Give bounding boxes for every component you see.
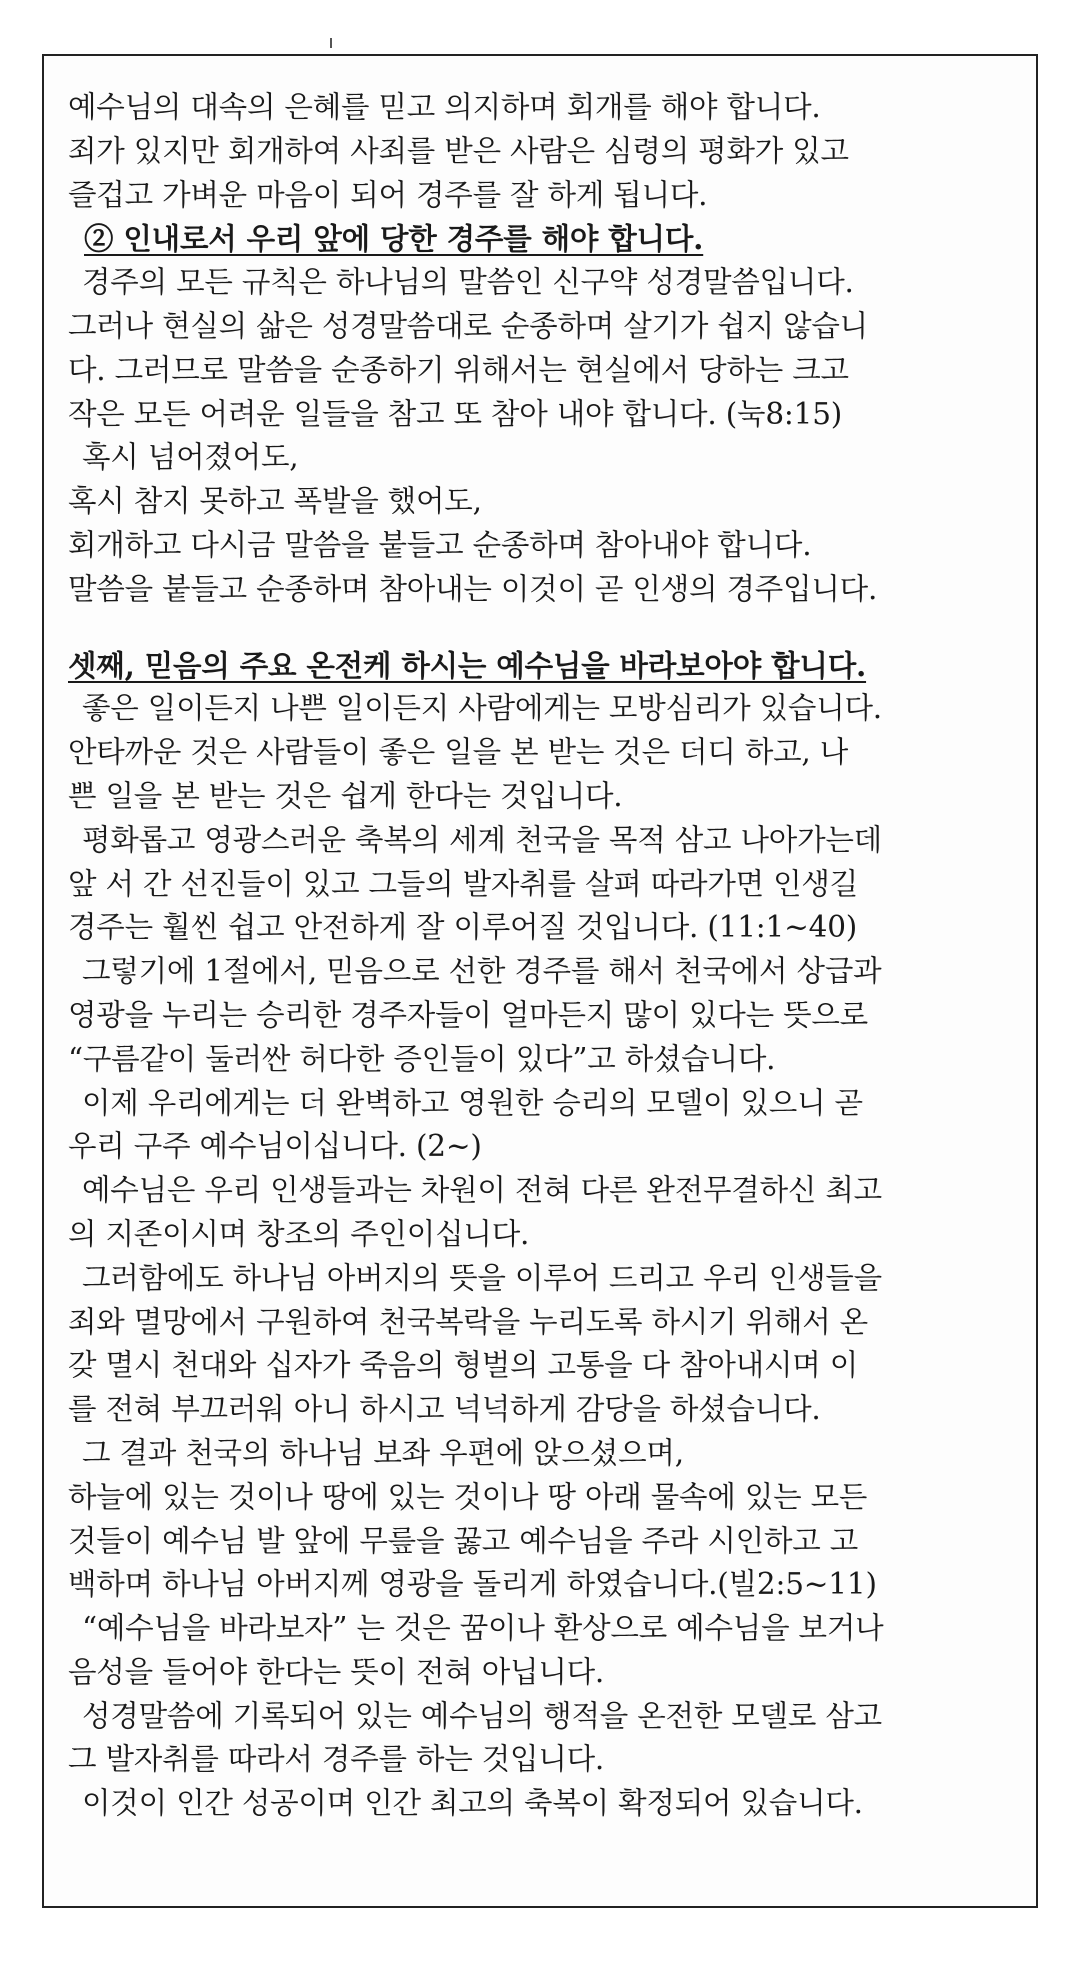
text-line: 백하며 하나님 아버지께 영광을 돌리게 하였습니다.(빌2:5~11) [68,1567,877,1602]
text-line: 경주는 훨씬 쉽고 안전하게 잘 이루어질 것입니다. (11:1~40) [68,910,858,945]
text-line: 경주의 모든 규칙은 하나님의 말씀인 신구약 성경말씀입니다. [82,265,854,300]
text-line: 그렇기에 1절에서, 믿음으로 선한 경주를 해서 천국에서 상급과 [82,954,882,989]
text-line: 앞 서 간 선진들이 있고 그들의 발자취를 살펴 따라가면 인생길 [68,866,859,901]
text-line: 예수님은 우리 인생들과는 차원이 전혀 다른 완전무결하신 최고 [82,1173,882,1208]
text-line: 하늘에 있는 것이나 땅에 있는 것이나 땅 아래 물속에 있는 모든 [68,1479,868,1514]
blank-line [68,612,1016,644]
text-line: 안타까운 것은 사람들이 좋은 일을 본 받는 것은 더디 하고, 나 [68,735,849,770]
text-line: 그 발자취를 따라서 경주를 하는 것입니다. [68,1742,605,1777]
text-line: 그러함에도 하나님 아버지의 뜻을 이루어 드리고 우리 인생들을 [82,1260,882,1295]
text-line: 평화롭고 영광스러운 축복의 세계 천국을 목적 삼고 나아가는데 [82,822,882,857]
text-line: 회개하고 다시금 말씀을 붙들고 순종하며 참아내야 합니다. [68,527,812,562]
text-line: 다. 그러므로 말씀을 순종하기 위해서는 현실에서 당하는 크고 [68,352,849,387]
text-line: 것들이 예수님 발 앞에 무릎을 꿇고 예수님을 주라 시인하고 고 [68,1523,859,1558]
section-heading: 셋째, 믿음의 주요 온전케 하시는 예수님을 바라보아야 합니다. [68,647,867,683]
document-body [68,86,1016,1826]
text-line: 의 지존이시며 창조의 주인이십니다. [68,1216,530,1251]
text-line: 혹시 참지 못하고 폭발을 했어도, [68,484,482,519]
text-line: 예수님의 대속의 은혜를 믿고 의지하며 회개를 해야 합니다. [68,90,821,124]
text-line: 그 결과 천국의 하나님 보좌 우편에 앉으셨으며, [82,1435,684,1470]
text-line: 이것이 인간 성공이며 인간 최고의 축복이 확정되어 있습니다. [82,1786,863,1821]
text-line: 그러나 현실의 삶은 성경말씀대로 순종하며 살기가 쉽지 않습니 [68,308,868,343]
section-heading: ② 인내로서 우리 앞에 당한 경주를 해야 합니다. [84,221,704,257]
text-line: 말씀을 붙들고 순종하며 참아내는 이것이 곧 인생의 경주입니다. [68,571,878,606]
text-line: 음성을 들어야 한다는 뜻이 전혀 아닙니다. [68,1654,605,1689]
text-line: “구름같이 둘러싼 허다한 증인들이 있다”고 하셨습니다. [68,1041,776,1076]
text-line: 를 전혀 부끄러워 아니 하시고 넉넉하게 감당을 하셨습니다. [68,1392,821,1427]
scan-mark [330,38,332,48]
text-line: 이제 우리에게는 더 완벽하고 영원한 승리의 모델이 있으니 곧 [82,1085,863,1120]
text-line: 성경말씀에 기록되어 있는 예수님의 행적을 온전한 모델로 삼고 [82,1698,882,1733]
text-line: 갖 멸시 천대와 십자가 죽음의 형벌의 고통을 다 참아내시며 이 [68,1348,859,1383]
text-line: 죄가 있지만 회개하여 사죄를 받은 사람은 심령의 평화가 있고 [68,133,849,168]
text-line: “예수님을 바라보자” 는 것은 꿈이나 환상으로 예수님을 보거나 [82,1611,884,1646]
text-line: 작은 모든 어려운 일들을 참고 또 참아 내야 합니다. (눅8:15) [68,396,843,431]
text-line: 영광을 누리는 승리한 경주자들이 얼마든지 많이 있다는 뜻으로 [68,997,868,1032]
text-line: 쁜 일을 본 받는 것은 쉽게 한다는 것입니다. [68,778,623,813]
text-line: 즐겁고 가벼운 마음이 되어 경주를 잘 하게 됩니다. [68,177,708,212]
text-line: 죄와 멸망에서 구원하여 천국복락을 누리도록 하시기 위해서 온 [68,1304,868,1339]
text-line: 우리 구주 예수님이십니다. (2~) [68,1129,482,1164]
text-line: 혹시 넘어졌어도, [82,440,299,475]
text-line: 좋은 일이든지 나쁜 일이든지 사람에게는 모방심리가 있습니다. [82,691,882,726]
